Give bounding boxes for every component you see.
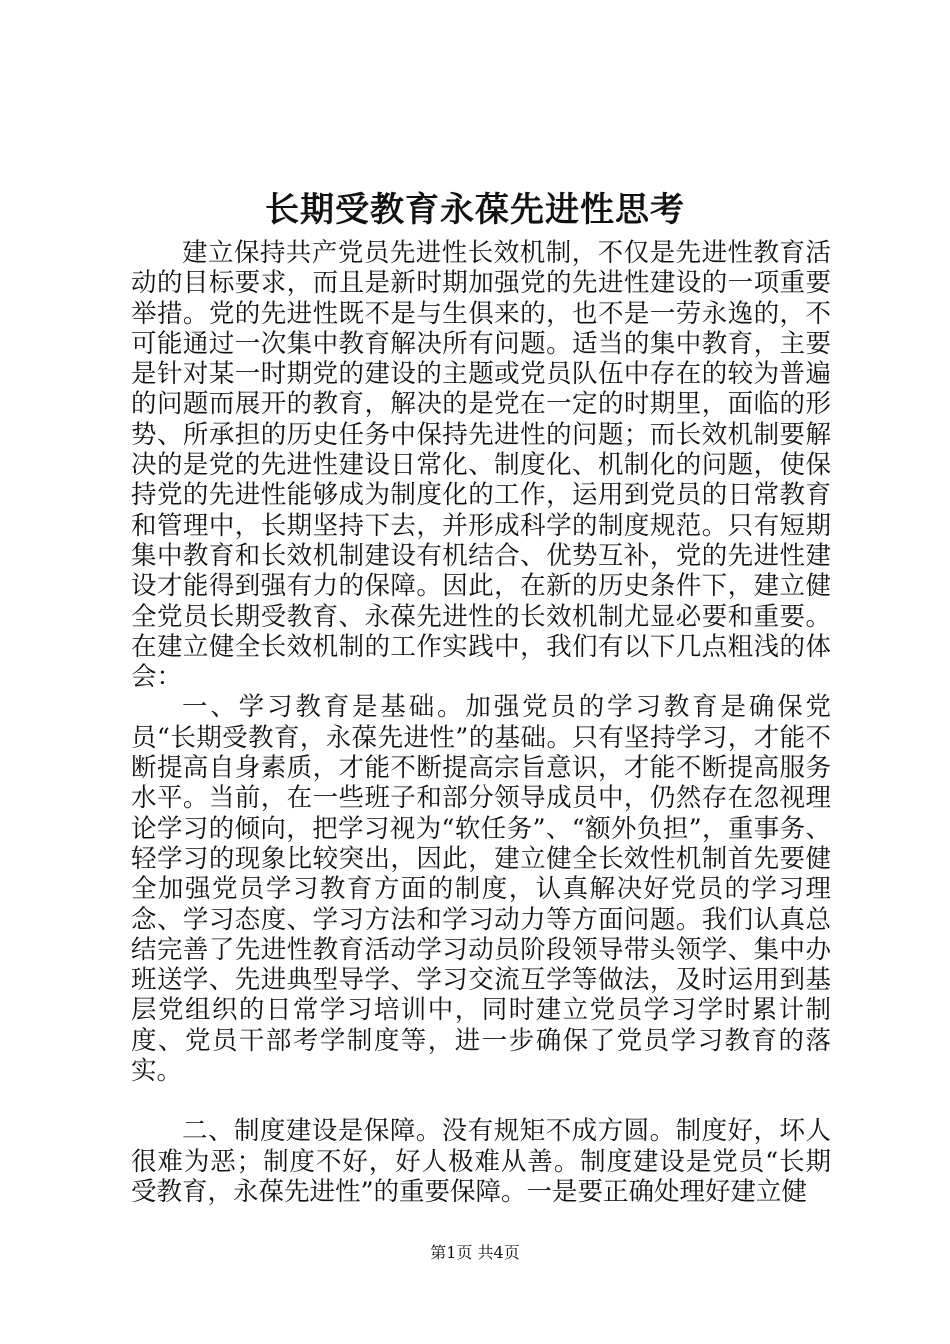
paragraph-system-building: 二、制度建设是保障。没有规矩不成方圆。制度好，坏人很难为恶；制度不好，好人极难从善。制度建设是党员“长期受教育，永葆先进性”的重要保障。一是要正确处理好建立健: [131, 1116, 831, 1207]
paragraph-intro: 建立保持共产党员先进性长效机制，不仅是先进性教育活动的目标要求，而且是新时期加强党的先进性建设的一项重要举措。党的先进性既不是与生俱来的，也不是一劳永逸的，不可能通过一次集中教育解决所有问题。适当的集中教育，主要是针对某一时期党的建设的主题或党员队伍中存在的较为普遍的问题而展开的教育，解决的是党在一定的时期里，面临的形势、所承担的历史任务中保持先进性的问题；而长效机制要解决的是党的先进性建设日常化、制度化、机制化的问题，使保持党的先进性能够成为制度化的工作，运用到党员的日常教育和管理中，长期坚持下去，并形成科学的制度规范。只有短期集中教育和长效机制建设有机结合、优势互补，党的先进性建设才能得到强有力的保障。因此，在新的历史条件下，建立健全党员长期受教育、永葆先进性的长效机制尤显必要和重要。在建立健全长效机制的工作实践中，我们有以下几点粗浅的体会：: [131, 238, 831, 693]
paragraph-study-education: 一、学习教育是基础。加强党员的学习教育是确保党员“长期受教育，永葆先进性”的基础。只有坚持学习，才能不断提高自身素质，才能不断提高宗旨意识，才能不断提高服务水平。当前，在一些班子和部分领导成员中，仍然存在忽视理论学习的倾向，把学习视为“软任务”、“额外负担”，重事务、轻学习的现象比较突出，因此，建立健全长效性机制首先要健全加强党员学习教育方面的制度，认真解决好党员的学习理念、学习态度、学习方法和学习动力等方面问题。我们认真总结完善了先进性教育活动学习动员阶段领导带头领学、集中办班送学、先进典型导学、学习交流互学等做法，及时运用到基层党组织的日常学习培训中，同时建立党员学习学时累计制度、党员干部考学制度等，进一步确保了党员学习教育的落实。: [131, 692, 831, 1087]
document-title: 长期受教育永葆先进性思考: [265, 190, 685, 230]
document-body: [131, 238, 831, 1207]
page-number-footer: 第1页 共4页: [430, 1243, 520, 1262]
